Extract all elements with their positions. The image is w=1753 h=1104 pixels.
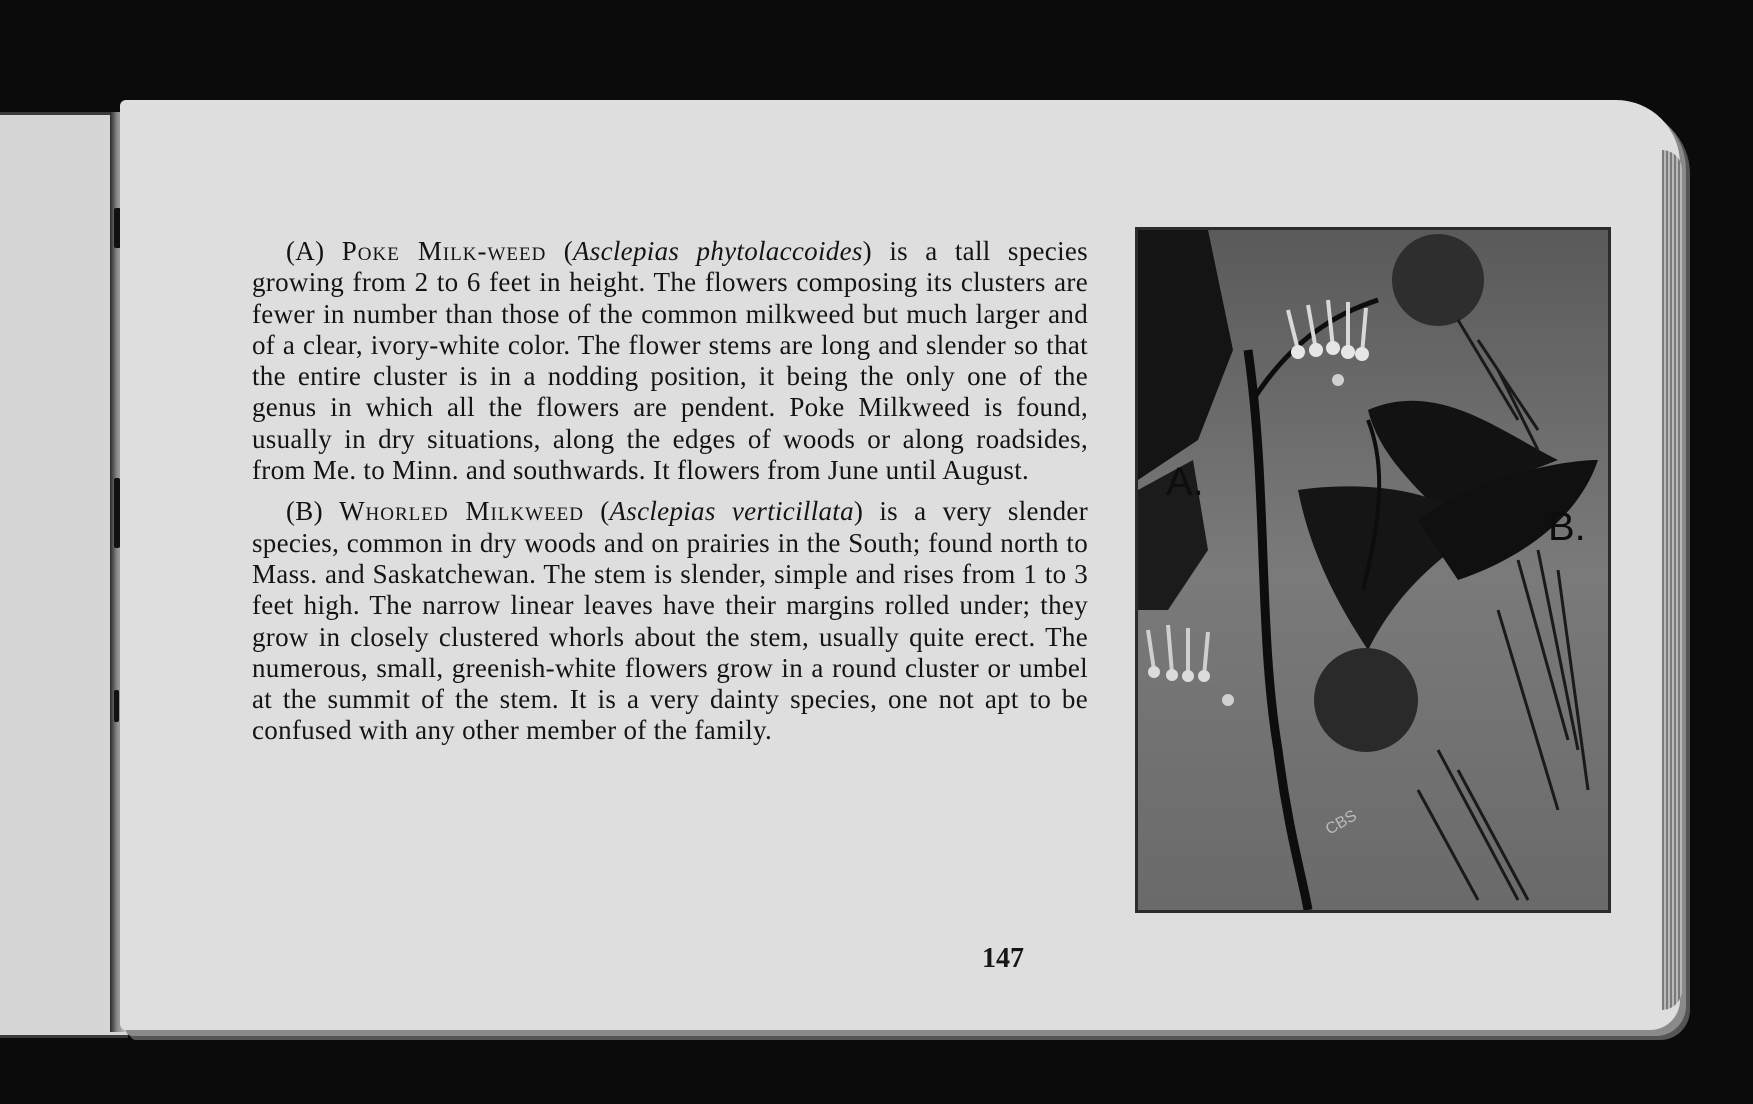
page-number: 147 (982, 943, 1024, 974)
figure-label-b: B. (1548, 505, 1586, 549)
open-paren: ( (600, 496, 610, 527)
milkweed-illustration (1135, 227, 1611, 913)
page-text (252, 236, 1088, 747)
close-paren: ) (853, 496, 864, 527)
binding-mark (114, 690, 119, 722)
scientific-name: Asclepias phytolaccoides (573, 236, 863, 266)
scientific-name: Asclepias verticillata (609, 496, 854, 527)
facing-page (0, 112, 128, 1038)
paragraph-body: is a very slender species, common in dry woods and on prairies in the South; found north to Mass. and Saskatchewan. The stem is slender, simple and rises from 1 to 3 feet high. The narrow linear leaves have their margins rolled under; they grow in closely clustered whorls about the stem, usually quite erect. The numerous, small, greenish-white flowers grow in a round cluster or umbel at the summit of the stem. It is a very dainty species, one not apt to be confused with any other member of the family. (252, 496, 1089, 746)
paragraph-marker: (B) (286, 496, 323, 527)
open-paren: ( (563, 236, 573, 266)
common-name: Poke Milk-weed (341, 236, 547, 266)
paragraph-whorled-milkweed (252, 496, 1088, 746)
figure-label-a: A. (1166, 460, 1204, 504)
whorled-umbel (1314, 648, 1418, 752)
illustration-drawing (1138, 230, 1608, 910)
common-name: Whorled Milkweed (339, 496, 585, 527)
page-edge (1662, 150, 1682, 1010)
close-paren: ) (862, 236, 872, 266)
paragraph-poke-milkweed (252, 236, 1088, 486)
paragraph-marker: (A) (286, 236, 325, 266)
whorled-umbel (1392, 234, 1484, 326)
artist-signature: CBS (1322, 807, 1360, 839)
paragraph-body: is a tall species growing from 2 to 6 feet in height. The flowers composing its clusters are fewer in number than those of the common milkweed but much larger and of a clear, ivory-white color. The flower stems are long and slender so that the entire cluster is in a nodding position, it being the only one of the genus in which all the flowers are pendent. Poke Milkweed is found, usually in dry situations, along the edges of woods or along roadsides, from Me. to Minn. and southwards. It flowers from June until August. (252, 236, 1088, 486)
